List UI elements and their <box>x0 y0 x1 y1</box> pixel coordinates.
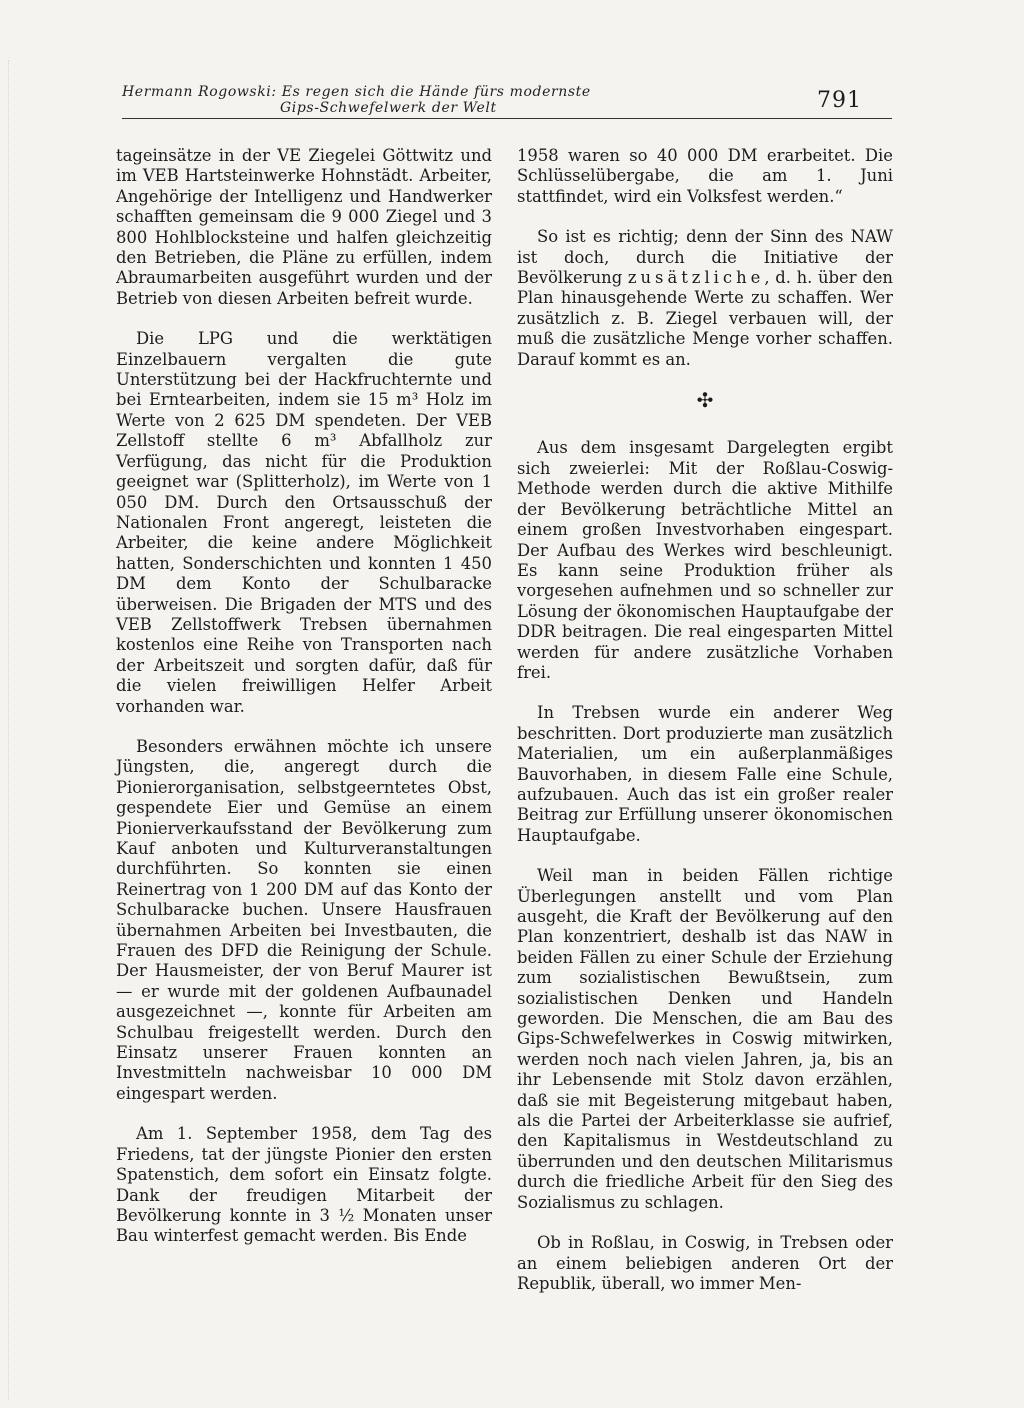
running-title-line-1: Hermann Rogowski: Es regen sich die Hände fürs modernste <box>122 84 591 100</box>
paragraph: Weil man in beiden Fällen richtige Überlegungen anstellt und vom Plan ausgeht, die Kraft der Bevölkerung auf den Plan konzentriert, deshalb ist das NAW in beiden Fällen zu einer Schule der Erziehung zum sozialistischen Bewußtsein, zum sozialistischen Denken und Handeln geworden. Die Menschen, die am Bau des Gips-Schwefelwerkes in Coswig mitwirken, werden noch nach vielen Jahren, ja, bis an ihr Lebensende mit Stolz davon erzählen, daß sie mit Begeisterung mitgebaut haben, als die Partei der Arbeiterklasse sie aufrief, den Kapitalismus in Westdeutschland zu überrunden und den deutschen Militarismus durch die friedliche Arbeit für den Sieg des Sozialismus zu schlagen. <box>517 866 893 1212</box>
paragraph: Aus dem insgesamt Dargelegten ergibt sich zweierlei: Mit der Roßlau-Coswig-Methode werden durch die aktive Mithilfe der Bevölkerung beträchtliche Mittel an einem großen Investvorhaben eingespart. Der Aufbau des Werkes wird beschleunigt. Es kann seine Produktion früher als vorgesehen aufnehmen und so schneller zur Lösung der ökonomischen Hauptaufgabe der DDR beitragen. Die real eingesparten Mittel werden für andere zusätzliche Vorhaben frei. <box>517 438 893 682</box>
paragraph <box>517 227 893 370</box>
header-rule <box>122 118 892 119</box>
paragraph: Die LPG und die werktätigen Einzelbauern vergalten die gute Unterstützung bei der Hackfruchternte und bei Erntearbeiten, indem sie 15 m³ Holz im Werte von 2 625 DM spendeten. Der VEB Zellstoff stellte 6 m³ Abfallholz zur Verfügung, das nicht für die Produktion geeignet war (Splitterholz), im Werte von 1 050 DM. Durch den Ortsausschuß der Nationalen Front angeregt, leisteten die Arbeiter, die keine andere Möglichkeit hatten, Sonderschichten und konnten 1 450 DM dem Konto der Schulbaracke überweisen. Die Brigaden der MTS und des VEB Zellstoffwerk Trebsen übernahmen kostenlos eine Reihe von Transporten nach der Arbeitszeit und sorgten dafür, daß für die vielen freiwilligen Helfer Arbeit vorhanden war. <box>116 329 492 716</box>
paragraph: In Trebsen wurde ein anderer Weg beschritten. Dort produzierte man zusätzlich Materialien, um ein außerplanmäßiges Bauvorhaben, in diesem Falle eine Schule, aufzubauen. Auch das ist ein großer realer Beitrag zur Erfüllung unserer ökonomischen Hauptaufgabe. <box>517 703 893 845</box>
section-separator-icon: ✣ <box>696 388 714 413</box>
right-column <box>517 146 893 1314</box>
paragraph-text: So ist es richtig; denn der Sinn des NAW ist doch, durch die Initiative der Bevölkerung <box>517 227 893 288</box>
emphasized-word: zusätzliche <box>627 268 765 288</box>
paragraph: 1958 waren so 40 000 DM erarbeitet. Die Schlüsselübergabe, die am 1. Juni stattfindet, wird ein Volksfest werden.“ <box>517 146 893 206</box>
paragraph: Besonders erwähnen möchte ich unsere Jüngsten, die, angeregt durch die Pionierorganisation, selbstgeerntetes Obst, gespendete Eier und Gemüse an einem Pionierverkaufsstand der Bevölkerung zum Kauf anboten und Kulturveranstaltungen durchführten. So konnten sie einen Reinertrag von 1 200 DM auf das Konto der Schulbaracke buchen. Unsere Hausfrauen übernahmen Arbeiten bei Investbauten, die Frauen des DFD die Reinigung der Schule. Der Hausmeister, der von Beruf Maurer ist — er wurde mit der goldenen Aufbaunadel ausgezeichnet —, konnte für Arbeiten am Schulbau freigestellt werden. Durch den Einsatz unserer Frauen konnten an Investmitteln nachweisbar 10 000 DM eingespart werden. <box>116 736 492 1103</box>
paragraph-text: , d. h. über den Plan hinausgehende Werte zu schaffen. Wer zusätzlich z. B. Ziegel verbauen will, der muß die zusätzliche Menge vorher schaffen. Darauf kommt es an. <box>517 268 893 369</box>
running-header <box>122 84 892 116</box>
paragraph: Am 1. September 1958, dem Tag des Friedens, tat der jüngste Pionier den ersten Spatenstich, dem sofort ein Einsatz folgte. Dank der freudigen Mitarbeit der Bevölkerung konnte in 3 ½ Monaten unser Bau winterfest gemacht werden. Bis Ende <box>116 1124 492 1246</box>
running-title-line-2: Gips-Schwefelwerk der Welt <box>280 100 497 116</box>
left-column <box>116 146 492 1267</box>
paragraph: tageinsätze in der VE Ziegelei Göttwitz und im VEB Hartsteinwerke Hohnstädt. Arbeiter, Angehörige der Intelligenz und Handwerker schafften gemeinsam die 9 000 Ziegel und 3 800 Hohlblocksteine und halfen gleichzeitig den Betrieben, die Pläne zu erfüllen, indem Abraumarbeiten ausgeführt wurden und der Betrieb von diesen Arbeiten befreit wurde. <box>116 146 492 308</box>
scan-edge-mark <box>8 60 13 1400</box>
paragraph: Ob in Roßlau, in Coswig, in Trebsen oder an einem beliebigen anderen Ort der Republik, überall, wo immer Men- <box>517 1233 893 1293</box>
page-number: 791 <box>817 88 862 113</box>
